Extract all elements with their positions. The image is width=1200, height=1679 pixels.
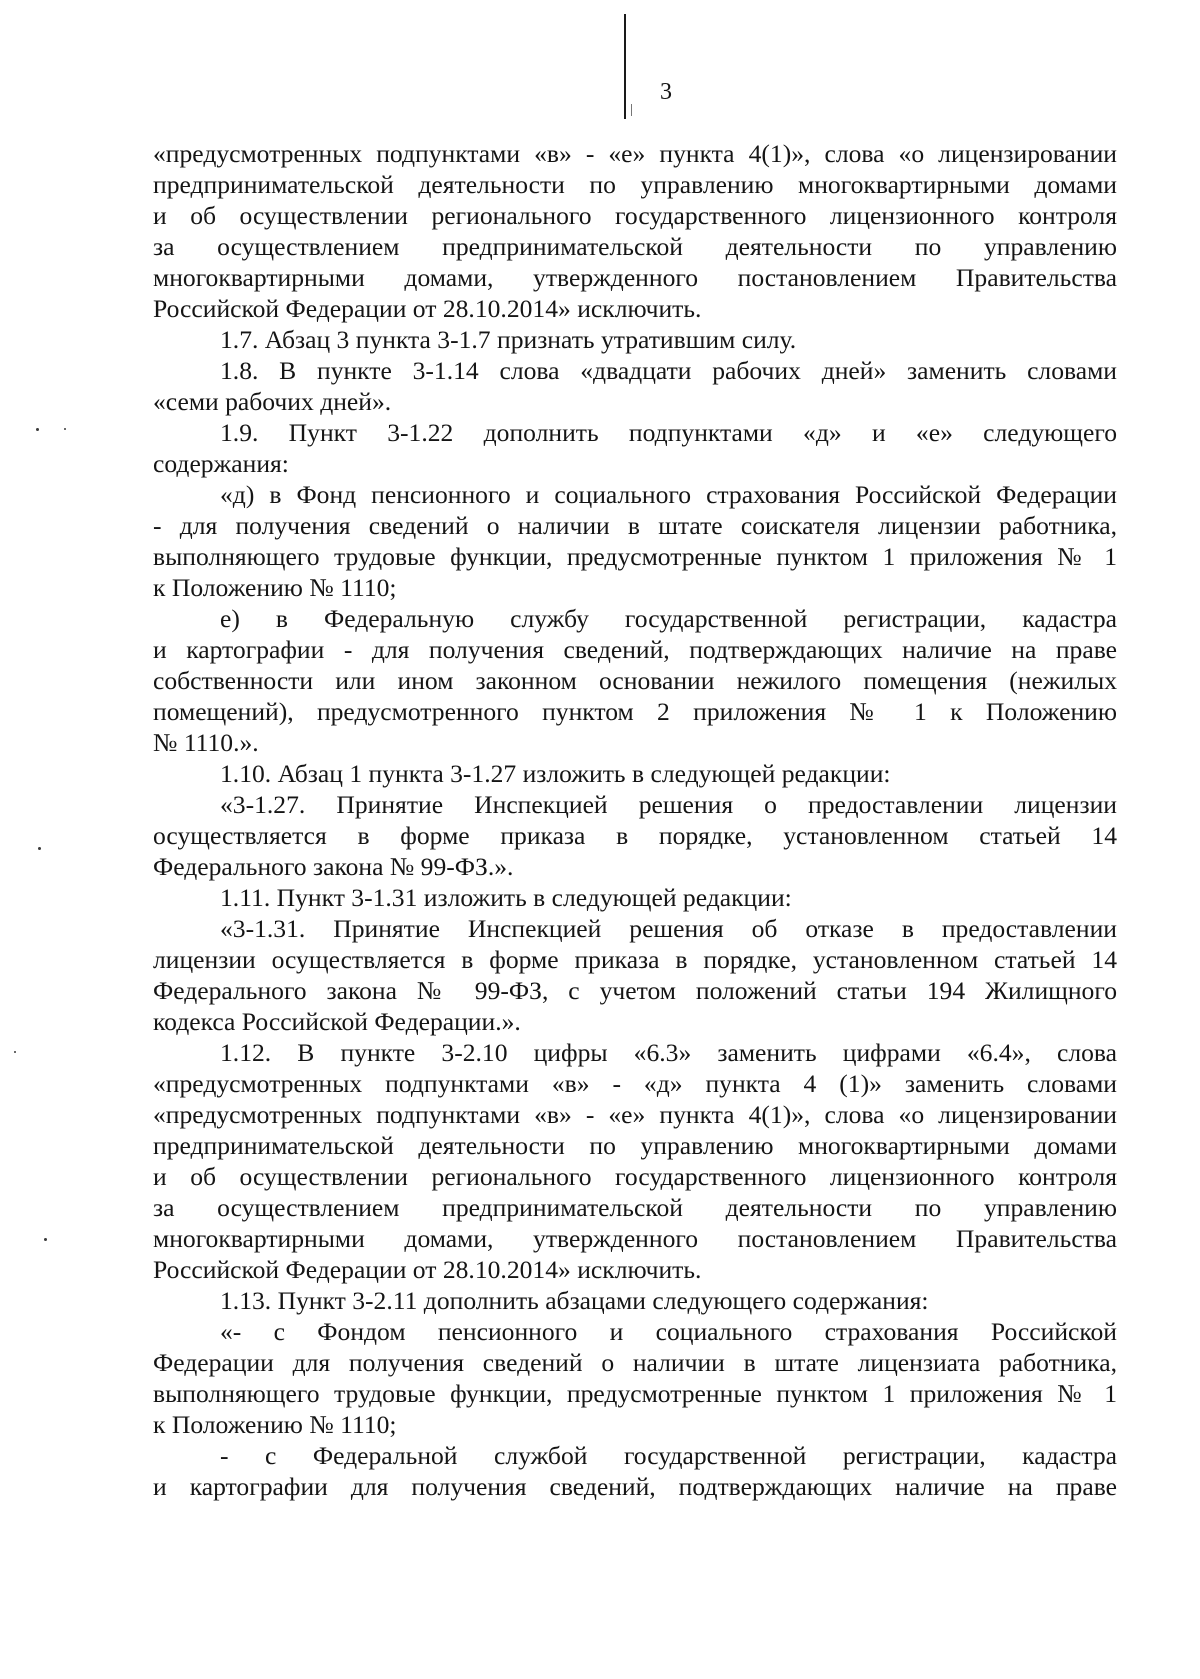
scan-artifact-tick xyxy=(631,104,632,116)
text-line: многоквартирными домами, утвержденного постановлением Правительства xyxy=(153,263,1117,292)
text-line: «- с Фондом пенсионного и социального страхования Российской xyxy=(220,1317,1117,1346)
text-line: «предусмотренных подпунктами «в» - «е» пункта 4(1)», слова «о лицензировании xyxy=(153,1100,1117,1129)
text-line: - с Федеральной службой государственной регистрации, кадастра xyxy=(220,1441,1117,1470)
scan-speck xyxy=(44,1238,47,1241)
text-line: № 1110.». xyxy=(153,728,259,757)
text-line: Российской Федерации от 28.10.2014» исключить. xyxy=(153,1255,702,1284)
text-line: 1.10. Абзац 1 пункта 3-1.27 изложить в следующей редакции: xyxy=(220,759,891,788)
text-line: и об осуществлении регионального государственного лицензионного контроля xyxy=(153,1162,1117,1191)
text-line: предпринимательской деятельности по управлению многоквартирными домами xyxy=(153,1131,1117,1160)
text-line: 1.9. Пункт 3-1.22 дополнить подпунктами «д» и «е» следующего xyxy=(220,418,1117,447)
text-line: 1.12. В пункте 3-2.10 цифры «6.3» заменить цифрами «6.4», слова xyxy=(220,1038,1117,1067)
text-line: к Положению № 1110; xyxy=(153,573,397,602)
text-line: Федерального закона № 99-ФЗ, с учетом положений статьи 194 Жилищного xyxy=(153,976,1117,1005)
text-line: помещений), предусмотренного пунктом 2 приложения № 1 к Положению xyxy=(153,697,1117,726)
text-line: - для получения сведений о наличии в штате соискателя лицензии работника, xyxy=(153,511,1117,540)
text-line: 1.8. В пункте 3-1.14 слова «двадцати рабочих дней» заменить словами xyxy=(220,356,1117,385)
text-line: 1.13. Пункт 3-2.11 дополнить абзацами следующего содержания: xyxy=(220,1286,929,1315)
text-line: 1.7. Абзац 3 пункта 3-1.7 признать утратившим силу. xyxy=(220,325,797,354)
text-line: предпринимательской деятельности по управлению многоквартирными домами xyxy=(153,170,1117,199)
text-line: за осуществлением предпринимательской деятельности по управлению xyxy=(153,232,1117,261)
text-line: к Положению № 1110; xyxy=(153,1410,397,1439)
text-line: осуществляется в форме приказа в порядке, установленном статьей 14 xyxy=(153,821,1117,850)
text-line: и картографии для получения сведений, подтверждающих наличие на праве xyxy=(153,1472,1117,1501)
text-line: «д) в Фонд пенсионного и социального страхования Российской Федерации xyxy=(220,480,1117,509)
scan-speck xyxy=(36,428,39,431)
text-line: лицензии осуществляется в форме приказа в порядке, установленном статьей 14 xyxy=(153,945,1117,974)
text-line: Российской Федерации от 28.10.2014» исключить. xyxy=(153,294,702,323)
scan-speck xyxy=(14,1051,16,1053)
scan-speck xyxy=(64,428,66,430)
text-line: многоквартирными домами, утвержденного постановлением Правительства xyxy=(153,1224,1117,1253)
text-line: 1.11. Пункт 3-1.31 изложить в следующей редакции: xyxy=(220,883,792,912)
text-line: и об осуществлении регионального государственного лицензионного контроля xyxy=(153,201,1117,230)
text-line: собственности или ином законном основании нежилого помещения (нежилых xyxy=(153,666,1117,695)
text-line: «3-1.31. Принятие Инспекцией решения об отказе в предоставлении xyxy=(220,914,1117,943)
text-line: «семи рабочих дней». xyxy=(153,387,392,416)
text-line: «3-1.27. Принятие Инспекцией решения о предоставлении лицензии xyxy=(220,790,1117,819)
document-body-text xyxy=(153,138,1117,1502)
page-number: 3 xyxy=(660,79,672,105)
text-line: кодекса Российской Федерации.». xyxy=(153,1007,521,1036)
text-line: «предусмотренных подпунктами «в» - «е» пункта 4(1)», слова «о лицензировании xyxy=(153,139,1117,168)
text-line: содержания: xyxy=(153,449,289,478)
text-line: Федерального закона № 99-ФЗ.». xyxy=(153,852,514,881)
text-line: выполняющего трудовые функции, предусмотренные пунктом 1 приложения № 1 xyxy=(153,542,1117,571)
text-line: за осуществлением предпринимательской деятельности по управлению xyxy=(153,1193,1117,1222)
text-line: «предусмотренных подпунктами «в» - «д» пункта 4 (1)» заменить словами xyxy=(153,1069,1117,1098)
scan-fold-line xyxy=(624,14,626,119)
text-line: е) в Федеральную службу государственной регистрации, кадастра xyxy=(220,604,1117,633)
text-line: Федерации для получения сведений о наличии в штате лицензиата работника, xyxy=(153,1348,1117,1377)
scan-speck xyxy=(38,847,41,850)
text-line: и картографии - для получения сведений, подтверждающих наличие на праве xyxy=(153,635,1117,664)
text-line: выполняющего трудовые функции, предусмотренные пунктом 1 приложения № 1 xyxy=(153,1379,1117,1408)
